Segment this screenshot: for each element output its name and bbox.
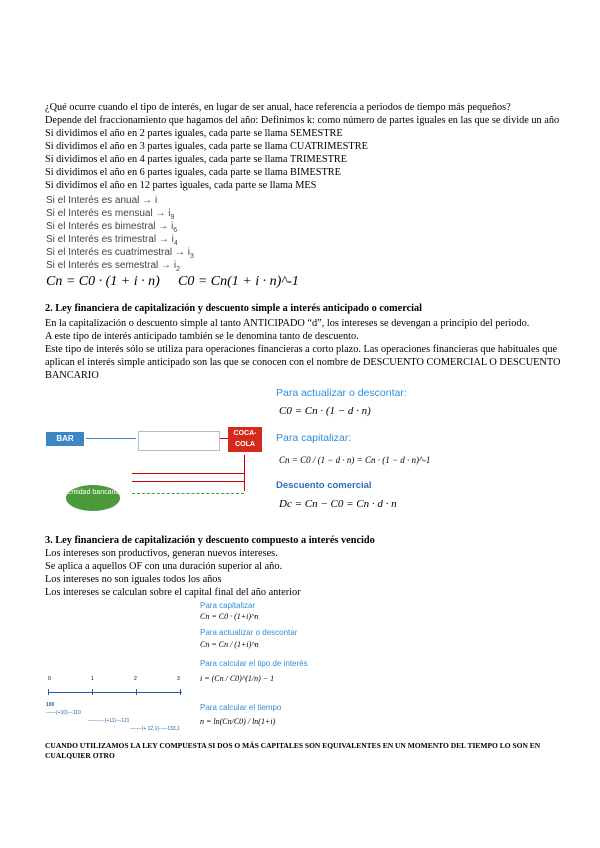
compound-formula-tipo: i = (Cn / C0)^(1/n) − 1 xyxy=(200,674,275,683)
section2-paragraph: Este tipo de interés sólo se utiliza para operaciones financieras a corto plazo. Las operaciones financieras que habituales que xyxy=(45,344,558,355)
intro-line: Si dividimos el año en 2 partes iguales, cada parte se llama SEMESTRE xyxy=(45,128,343,139)
formula-simple-left: Cn = C0 · (1 + i · n) xyxy=(46,274,160,289)
rate-item: Si el Interés es anual → i xyxy=(46,195,158,206)
rate-item: Si el Interés es semestral → $i_2$ xyxy=(46,260,180,273)
timeline-tick xyxy=(48,689,49,695)
connector-line xyxy=(220,438,228,439)
intro-depends: Depende del fraccionamiento que hagamos del año: Definimos k: como número de partes iguales en las que se divide un año xyxy=(45,115,560,126)
section3-line: Los intereses no son iguales todos los años xyxy=(45,574,222,585)
cocacola-box: COCA-COLA xyxy=(228,427,262,452)
compound-tipo-label: Para calcular el tipo de interés xyxy=(200,659,308,668)
formula-capitalizar: Cn = C0 / (1 − d · n) = Cn · (1 − d · n)^-1 xyxy=(279,455,431,465)
compound-formula-actualizar: Cn = Cn / (1+i)^n xyxy=(200,640,259,649)
arrow-right-icon: → xyxy=(158,260,174,271)
connector-line xyxy=(244,455,245,491)
rate-item: Si el Interés es cuatrimestral → $i_3$ xyxy=(46,247,194,260)
arrow-right-icon: → xyxy=(172,247,188,258)
section2-paragraph: BANCARIO xyxy=(45,370,99,381)
timeline xyxy=(46,676,196,736)
section3-line: Los intereses se calculan sobre el capital final del año anterior xyxy=(45,587,301,598)
footer-note: CUANDO UTILIZAMOS LA LEY COMPUESTA SI DOS O MÁS CAPITALES SON EQUIVALENTES EN UN MOMENTO DEL TIEMPO LO SON EN CUALQUIER OTRO xyxy=(45,741,541,760)
formula-actualizar: C0 = Cn · (1 − d · n) xyxy=(279,405,371,417)
arrow-right-icon: → xyxy=(139,195,155,206)
timeline-tick xyxy=(136,689,137,695)
timeline-tick-label: 3 xyxy=(177,676,180,682)
compound-formula-tiempo: n = ln(Cn/C0) / ln(1+i) xyxy=(200,717,276,726)
timeline-axis xyxy=(48,692,182,693)
timeline-step: ----------(+11)---121 xyxy=(88,718,130,724)
connector-line xyxy=(86,438,136,439)
compound-actualizar-label: Para actualizar o descontar xyxy=(200,628,298,637)
descuento-label: Descuento comercial xyxy=(276,480,372,491)
timeline-tick-label: 1 xyxy=(91,676,94,682)
section3-line: Se aplica a aquellos OF con una duración superior al año. xyxy=(45,561,283,572)
intro-line: Si dividimos el año en 6 partes iguales, cada parte se llama BIMESTRE xyxy=(45,167,341,178)
section2-title: 2. Ley financiera de capitalización y descuento simple a interés anticipado o comercial xyxy=(45,303,423,314)
connector-line xyxy=(132,481,244,482)
section2-paragraph: aplican el interés simple anticipado son las que se conocen con el nombre de DESCUENTO COMERCIAL O DESCUENTO xyxy=(45,357,561,368)
connector-line xyxy=(132,473,244,474)
discount-diagram xyxy=(40,425,290,525)
timeline-tick xyxy=(180,689,181,695)
timeline-tick-label: 0 xyxy=(48,676,51,682)
compound-capitalizar-label: Para capitalizar xyxy=(200,601,256,610)
arrow-right-icon: → xyxy=(152,208,169,219)
section3-title: 3. Ley financiera de capitalización y descuento compuesto a interés vencido xyxy=(45,535,375,546)
timeline-tick-label: 2 xyxy=(134,676,137,682)
formula-simple-right: C0 = Cn(1 + i · n)^-1 xyxy=(178,274,299,289)
compound-tiempo-label: Para calcular el tiempo xyxy=(200,703,282,712)
arrow-right-icon: → xyxy=(155,221,172,232)
connector-line xyxy=(132,493,244,494)
rate-item: Si el Interés es bimestral → $i_6$ xyxy=(46,221,178,234)
section3-line: Los intereses son productivos, generan nuevos intereses. xyxy=(45,548,278,559)
timeline-start-value: 100 xyxy=(46,702,55,708)
formula-descuento: Dc = Cn − C0 = Cn · d · n xyxy=(279,498,397,510)
section2-paragraph: A este tipo de interés anticipado también se le denomina tanto de descuento. xyxy=(45,331,359,342)
actualizar-label: Para actualizar o descontar: xyxy=(276,387,407,399)
note-box xyxy=(138,431,220,451)
compound-formula-capitalizar: Cn = C0 · (1+i)^n xyxy=(200,612,259,621)
timeline-tick xyxy=(92,689,93,695)
timeline-step: -------(+ 12,1)-----133,1 xyxy=(130,726,180,732)
rate-item: Si el Interés es mensual → $i_9$ xyxy=(46,208,175,221)
bank-ellipse: Entidad bancaria xyxy=(66,485,120,511)
timeline-step: ------(+10)---110 xyxy=(46,710,81,716)
intro-line: Si dividimos el año en 4 partes iguales, cada parte se llama TRIMESTRE xyxy=(45,154,348,165)
section2-paragraph: En la capitalización o descuento simple al tanto ANTICIPADO “d”, los intereses se devengan a principio del periodo. xyxy=(45,318,530,329)
capitalizar-label: Para capitalizar: xyxy=(276,432,352,444)
rate-item: Si el Interés es trimestral → $i_4$ xyxy=(46,234,178,247)
bar-box: BAR xyxy=(46,432,84,446)
intro-line: Si dividimos el año en 12 partes iguales, cada parte se llama MES xyxy=(45,180,317,191)
intro-question: ¿Qué ocurre cuando el tipo de interés, en lugar de ser anual, hace referencia a periodos de tiempo más pequeños? xyxy=(45,102,511,113)
intro-line: Si dividimos el año en 3 partes iguales, cada parte se llama CUATRIMESTRE xyxy=(45,141,368,152)
arrow-right-icon: → xyxy=(156,234,172,245)
